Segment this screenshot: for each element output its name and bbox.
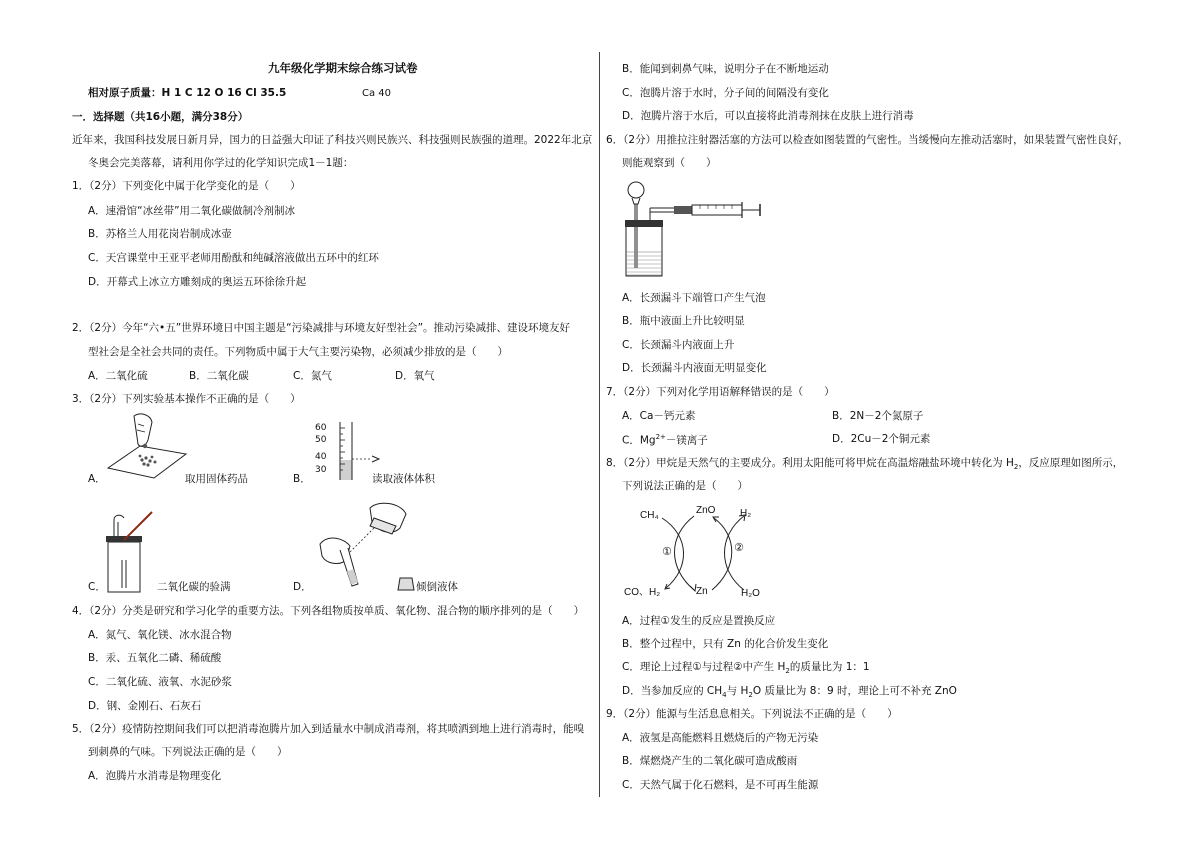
q7-option-d: D．2Cu－2个铜元素 — [832, 433, 931, 445]
q3-option-c-letter: C． — [88, 581, 106, 593]
airtightness-apparatus-figure — [622, 178, 772, 278]
q6-stem-line1: 6．（2分）用推拉注射器活塞的方法可以检查如图装置的气密性。当缓慢向左推动活塞时，如果装置气密性良好， — [606, 134, 1129, 146]
q5-option-b: B．能闻到刺鼻气味，说明分子在不断地运动 — [622, 63, 829, 75]
q5-option-a: A．泡腾片水消毒是物理变化 — [88, 770, 222, 782]
q8-option-d: D．当参加反应的 $CH_4$与 $H_2O$ 质量比为 8：9 时，理论上可不补充 ZnO — [622, 685, 957, 700]
label-zn: Zn — [696, 586, 708, 597]
q2-option-d: D．氧气 — [395, 370, 435, 382]
label-ch4: CH₄ — [640, 510, 659, 521]
cylinder-tick-50: 50 — [315, 435, 327, 445]
q2-option-b: B．二氧化碳 — [189, 370, 249, 382]
cylinder-tick-40: 40 — [315, 452, 327, 462]
q3-option-b-letter: B． — [293, 473, 311, 485]
q9-option-c: C．天然气属于化石燃料，是不可再生能源 — [622, 779, 819, 791]
label-h2: H₂ — [740, 508, 752, 519]
q2-stem-line2: 型社会是全社会共同的责任。下列物质中属于大气主要污染物，必须减少排放的是（ ） — [88, 346, 508, 358]
q3-option-a-letter: A． — [88, 473, 106, 485]
q5-stem-line2: 到刺鼻的气味。下列说法正确的是（ ） — [88, 746, 288, 758]
q3-option-d-label: 倾倒液体 — [416, 581, 458, 593]
label-step-1: ① — [662, 545, 672, 558]
q7-stem: 7．（2分）下列对化学用语解释错误的是（ ） — [606, 386, 835, 398]
q3-option-d-letter: D． — [293, 581, 312, 593]
q4-option-c: C．二氧化硫、液氧、水泥砂浆 — [88, 676, 232, 688]
q6-option-c: C．长颈漏斗内液面上升 — [622, 339, 735, 351]
q8-option-c: C．理论上过程①与过程②中产生 $H_2$的质量比为 1：1 — [622, 661, 870, 676]
q1-option-d: D．开幕式上冰立方雕刻成的奥运五环徐徐升起 — [88, 276, 307, 288]
atomic-masses-extra: Ca 40 — [362, 88, 392, 99]
q4-stem: 4．（2分）分类是研究和学习化学的重要方法。下列各组物质按单质、氧化物、混合物的顺序排列的是（ ） — [72, 605, 585, 617]
solid-reagent-figure — [100, 410, 190, 480]
q2-option-a: A．二氧化硫 — [88, 370, 148, 382]
q8-stem-line2: 下列说法正确的是（ ） — [622, 480, 748, 492]
q2-stem-line1: 2．（2分）今年“六•五”世界环境日中国主题是“污染减排与环境友好型社会”。推动污染减排、建设环境友好 — [72, 322, 571, 334]
pouring-liquid-figure — [300, 500, 420, 596]
label-step-2: ② — [734, 541, 744, 554]
q1-option-a: A．速滑馆“冰丝带”用二氧化碳做制冷剂制冰 — [88, 205, 296, 217]
q5-stem-line1: 5．（2分）疫情防控期间我们可以把消毒泡腾片加入到适量水中制成消毒剂，将其喷洒到地上进行消毒时，能嗅 — [72, 723, 585, 735]
q8-option-a: A．过程①发生的反应是置换反应 — [622, 615, 776, 627]
q3-stem: 3．（2分）下列实验基本操作不正确的是（ ） — [72, 393, 301, 405]
q9-option-b: B．煤燃烧产生的二氧化碳可造成酸雨 — [622, 755, 798, 767]
q7-option-a: A．Ca－钙元素 — [622, 410, 696, 422]
q4-option-a: A．氮气、氧化镁、冰水混合物 — [88, 629, 232, 641]
q6-option-d: D．长颈漏斗内液面无明显变化 — [622, 362, 767, 374]
gas-collecting-bottle-figure — [96, 510, 166, 594]
q4-option-b: B．汞、五氧化二磷、稀硫酸 — [88, 652, 222, 664]
atomic-masses: 相对原子质量：H 1 C 12 O 16 Cl 35.5 — [88, 87, 287, 99]
q1-option-c: C．天宫课堂中王亚平老师用酚酞和纯碱溶液做出五环中的红环 — [88, 252, 379, 264]
q5-option-c: C．泡腾片溶于水时，分子间的间隔没有变化 — [622, 87, 829, 99]
q8-option-b: B．整个过程中，只有 Zn 的化合价发生变化 — [622, 638, 829, 650]
right-column — [600, 0, 1200, 849]
q1-option-b: B．苏格兰人用花岗岩制成冰壶 — [88, 228, 232, 240]
cylinder-tick-30: 30 — [315, 465, 327, 475]
label-zno: ZnO — [696, 505, 716, 516]
q3-option-b-label: 读取液体体积 — [372, 473, 435, 485]
q4-option-d: D．钢、金刚石、石灰石 — [88, 700, 202, 712]
section-intro-line1: 近年来，我国科技发展日新月异，国力的日益强大印证了科技兴则民族兴、科技强则民族强的道理。2022年北京 — [72, 134, 593, 146]
label-co-h2: CO、H₂ — [624, 587, 661, 598]
cylinder-tick-60: 60 — [315, 423, 327, 433]
exam-title: 九年级化学期末综合练习试卷 — [268, 61, 418, 75]
q6-option-a: A．长颈漏斗下端管口产生气泡 — [622, 292, 766, 304]
q7-option-b: B．2N－2个氮原子 — [832, 410, 924, 422]
q6-stem-line2: 则能观察到（ ） — [622, 157, 717, 169]
q7-option-c: C．$Mg^{2+}-$镁离子 — [622, 433, 708, 447]
label-h2o: H₂O — [741, 588, 760, 599]
q3-option-a-label: 取用固体药品 — [185, 473, 248, 485]
q1-stem: 1．（2分）下列变化中属于化学变化的是（ ） — [72, 180, 301, 192]
q9-stem: 9．（2分）能源与生活息息相关。下列说法不正确的是（ ） — [606, 708, 898, 720]
q6-option-b: B．瓶中液面上升比较明显 — [622, 315, 745, 327]
section-intro-line2: 冬奥会完美落幕，请利用你学过的化学知识完成1－1题： — [88, 157, 354, 169]
section-heading: 一．选择题（共16小题，满分38分） — [72, 111, 249, 123]
q2-option-c: C．氮气 — [293, 370, 332, 382]
q3-option-c-label: 二氧化碳的验满 — [157, 581, 231, 593]
q5-option-d: D．泡腾片溶于水后，可以直接将此消毒剂抹在皮肤上进行消毒 — [622, 110, 914, 122]
q9-option-a: A．液氢是高能燃料且燃烧后的产物无污染 — [622, 732, 819, 744]
q8-stem-line1: 8．（2分）甲烷是天然气的主要成分。利用太阳能可将甲烷在高温熔融盐环境中转化为 $H_2$，反应原理如图所示， — [606, 457, 1124, 472]
